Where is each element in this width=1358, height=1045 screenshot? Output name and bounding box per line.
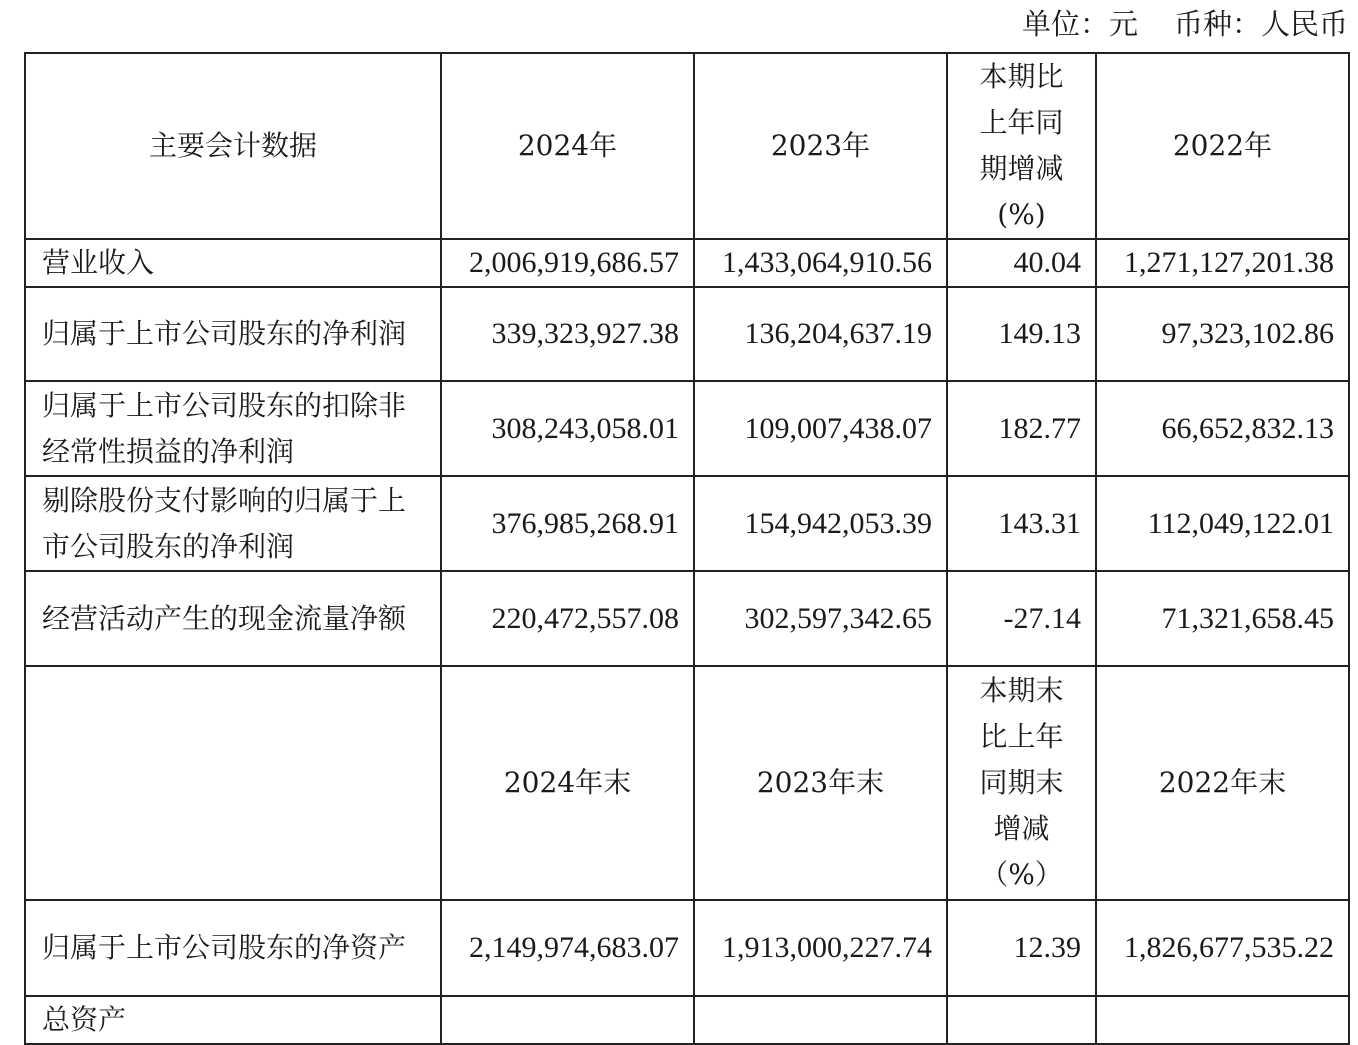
value-change: 143.31 <box>947 476 1096 571</box>
value-change: 182.77 <box>947 381 1096 476</box>
row-label: 总资产 <box>25 996 441 1044</box>
header-2024: 2024年 <box>441 53 694 239</box>
currency-label: 币种：人民币 <box>1173 7 1348 41</box>
header-2022-end: 2022年末 <box>1096 666 1349 900</box>
value-2024: 2,149,974,683.07 <box>441 900 694 996</box>
table-row <box>25 239 1349 287</box>
value-2022: 1,826,677,535.22 <box>1096 900 1349 996</box>
header-change-line: 本期比 <box>979 60 1064 93</box>
header-change-line: 增减 <box>993 812 1050 845</box>
header-change-line: 期增减 <box>979 152 1064 185</box>
header-change-line: （%） <box>980 858 1063 891</box>
value-2022: 71,321,658.45 <box>1096 571 1349 666</box>
value-2024 <box>441 996 694 1044</box>
value-2022 <box>1096 996 1349 1044</box>
row-label: 归属于上市公司股东的扣除非经常性损益的净利润 <box>25 381 441 476</box>
header-item-end <box>25 666 441 900</box>
value-change: 149.13 <box>947 287 1096 381</box>
row-label: 经营活动产生的现金流量净额 <box>25 571 441 666</box>
header-2022: 2022年 <box>1096 53 1349 239</box>
key-accounting-data-table <box>24 52 1350 1045</box>
value-2024: 308,243,058.01 <box>441 381 694 476</box>
header-2023: 2023年 <box>694 53 947 239</box>
header-change-line: 比上年 <box>979 720 1064 753</box>
row-label: 营业收入 <box>25 239 441 287</box>
header-2024-end: 2024年末 <box>441 666 694 900</box>
value-2023 <box>694 996 947 1044</box>
value-2024: 376,985,268.91 <box>441 476 694 571</box>
value-2024: 2,006,919,686.57 <box>441 239 694 287</box>
value-2023: 109,007,438.07 <box>694 381 947 476</box>
value-change <box>947 996 1096 1044</box>
value-change: 40.04 <box>947 239 1096 287</box>
table-row <box>25 571 1349 666</box>
value-2022: 66,652,832.13 <box>1096 381 1349 476</box>
header-change-line: 同期末 <box>979 766 1064 799</box>
header-change-end <box>947 666 1096 900</box>
value-change: 12.39 <box>947 900 1096 996</box>
header-row-1 <box>25 53 1349 239</box>
value-change: -27.14 <box>947 571 1096 666</box>
value-2023: 302,597,342.65 <box>694 571 947 666</box>
value-2022: 112,049,122.01 <box>1096 476 1349 571</box>
header-row-2 <box>25 666 1349 900</box>
table-row <box>25 900 1349 996</box>
unit-label: 单位：元 <box>1021 7 1138 41</box>
value-2023: 1,433,064,910.56 <box>694 239 947 287</box>
value-2022: 97,323,102.86 <box>1096 287 1349 381</box>
header-change-line: 上年同 <box>979 106 1064 139</box>
value-2023: 1,913,000,227.74 <box>694 900 947 996</box>
table-row <box>25 996 1349 1044</box>
header-change <box>947 53 1096 239</box>
value-2023: 154,942,053.39 <box>694 476 947 571</box>
value-2022: 1,271,127,201.38 <box>1096 239 1349 287</box>
row-label: 归属于上市公司股东的净利润 <box>25 287 441 381</box>
value-2024: 339,323,927.38 <box>441 287 694 381</box>
table-row <box>25 381 1349 476</box>
row-label: 归属于上市公司股东的净资产 <box>25 900 441 996</box>
table-row <box>25 476 1349 571</box>
value-2023: 136,204,637.19 <box>694 287 947 381</box>
header-item: 主要会计数据 <box>25 53 441 239</box>
table-row <box>25 287 1349 381</box>
header-2023-end: 2023年末 <box>694 666 947 900</box>
header-change-line: (%) <box>997 198 1046 231</box>
unit-currency-line <box>1022 4 1348 44</box>
header-change-line: 本期末 <box>979 674 1064 707</box>
value-2024: 220,472,557.08 <box>441 571 694 666</box>
row-label: 剔除股份支付影响的归属于上市公司股东的净利润 <box>25 476 441 571</box>
